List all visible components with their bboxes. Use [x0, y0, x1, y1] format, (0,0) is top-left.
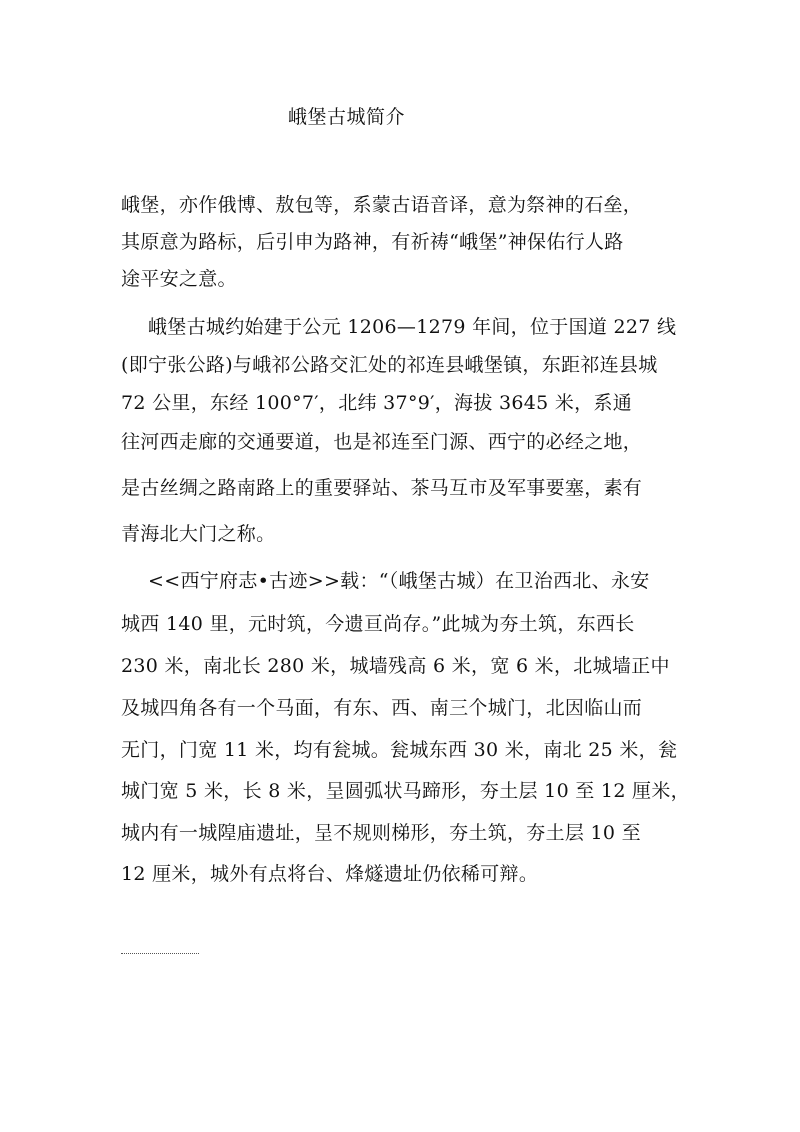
paragraph-3-line-5: 无门，门宽 11 米，均有瓮城。瓮城东西 30 米，南北 25 米，瓮	[121, 739, 678, 761]
paragraph-1-line-1: 峨堡，亦作俄博、敖包等，系蒙古语音译，意为祭神的石垒，	[121, 194, 643, 216]
paragraph-2-line-3: 72 公里，东经 100°7′，北纬 37°9′，海拔 3645 米，系通	[121, 392, 633, 414]
footnote-separator	[121, 953, 199, 954]
paragraph-2-line-6: 青海北大门之称。	[121, 523, 276, 545]
paragraph-3-line-4: 及城四角各有一个马面，有东、西、南三个城门，北因临山而	[121, 697, 643, 719]
paragraph-3-line-8: 12 厘米，城外有点将台、烽燧遗址仍依稀可辩。	[121, 863, 539, 885]
paragraph-3-line-6: 城门宽 5 米，长 8 米，呈圆弧状马蹄形，夯土层 10 至 12 厘米，	[121, 780, 690, 802]
paragraph-2-line-2: (即宁张公路)与峨祁公路交汇处的祁连县峨堡镇，东距祁连县城	[121, 354, 658, 376]
paragraph-3-line-2: 城西 140 里，元时筑，今遗亘尚存。”此城为夯土筑，东西长	[121, 613, 635, 635]
paragraph-3-line-3: 230 米，南北长 280 米，城墙残高 6 米，宽 6 米，北城墙正中	[121, 655, 670, 677]
paragraph-3-line-7: 城内有一城隍庙遗址，呈不规则梯形，夯土筑，夯土层 10 至	[121, 822, 641, 844]
paragraph-2-line-4: 往河西走廊的交通要道，也是祁连至门源、西宁的必经之地，	[121, 431, 643, 453]
paragraph-3-line-1: <<西宁府志•古迹>>载：“（峨堡古城）在卫治西北、永安	[148, 570, 650, 592]
paragraph-1-line-3: 途平安之意。	[121, 268, 237, 290]
paragraph-1-line-2: 其原意为路标，后引申为路神，有祈祷“峨堡”神保佑行人路	[121, 231, 624, 253]
document-title: 峨堡古城简介	[288, 106, 406, 128]
paragraph-2-line-5: 是古丝绸之路南路上的重要驿站、茶马互市及军事要塞，素有	[121, 477, 643, 499]
paragraph-2-line-1: 峨堡古城约始建于公元 1206—1279 年间，位于国道 227 线	[148, 316, 677, 338]
